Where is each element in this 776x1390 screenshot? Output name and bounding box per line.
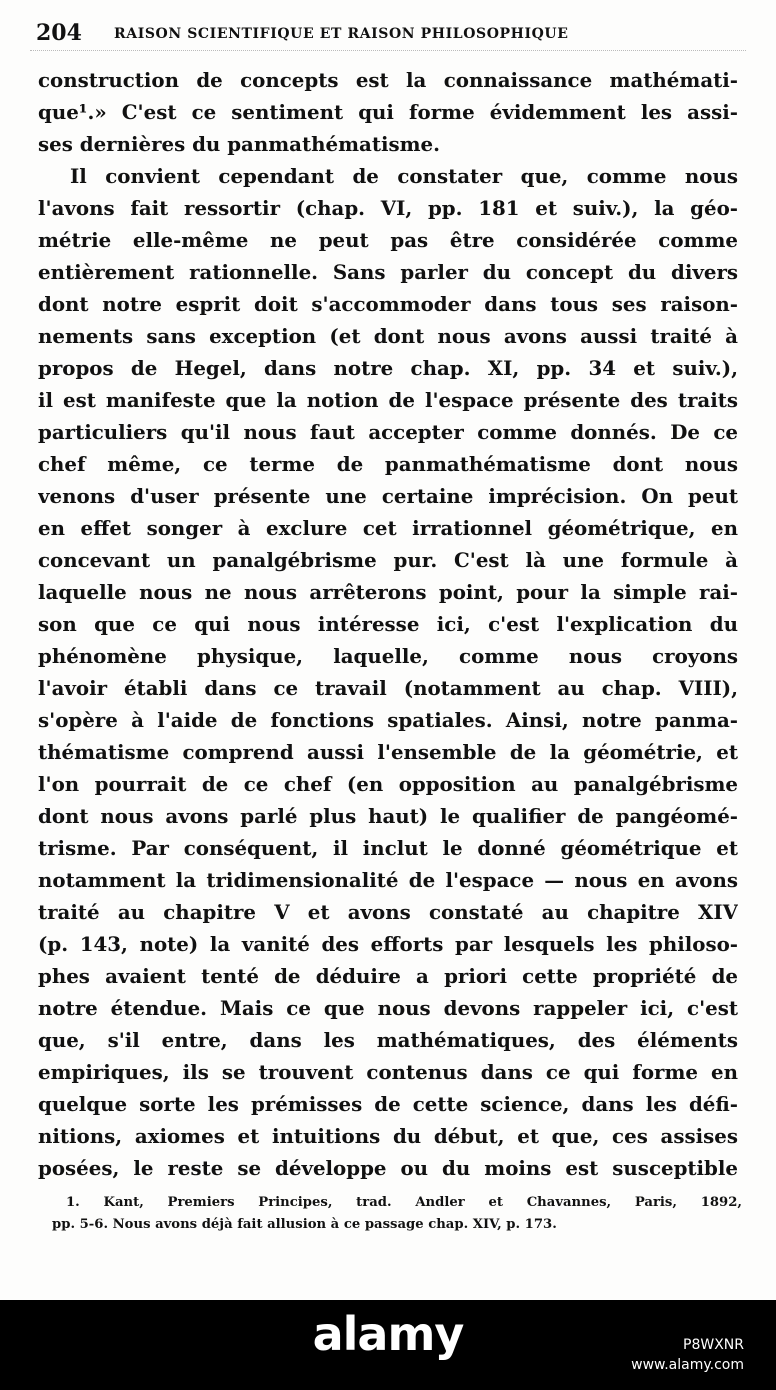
text-line: notre étendue. Mais ce que nous devons rappeler ici, c'est	[38, 996, 738, 1020]
text-line: phes avaient tenté de déduire a priori cette propriété de	[38, 964, 738, 988]
text-line: posées, le reste se développe ou du moins est susceptible	[38, 1156, 738, 1180]
text-line: laquelle nous ne nous arrêterons point, pour la simple rai-	[38, 580, 738, 604]
text-line: traité au chapitre V et avons constaté au chapitre XIV	[38, 900, 738, 924]
page-number: 204	[36, 20, 82, 46]
header-rule	[30, 50, 746, 51]
text-line: dont nous avons parlé plus haut) le qualifier de pangéomé-	[38, 804, 738, 828]
text-line: venons d'user présente une certaine imprécision. On peut	[38, 484, 738, 508]
text-line: particuliers qu'il nous faut accepter comme donnés. De ce	[38, 420, 738, 444]
text-line: il est manifeste que la notion de l'espace présente des traits	[38, 388, 738, 412]
text-line: quelque sorte les prémisses de cette science, dans les défi-	[38, 1092, 738, 1116]
footnotes	[52, 1192, 742, 1236]
text-line: ses dernières du panmathématisme.	[38, 132, 441, 156]
footnote-line: pp. 5-6. Nous avons déjà fait allusion à ce passage chap. XIV, p. 173.	[52, 1217, 557, 1232]
text-line: l'avoir établi dans ce travail (notamment au chap. VIII),	[38, 676, 738, 700]
text-line: empiriques, ils se trouvent contenus dans ce qui forme en	[38, 1060, 738, 1084]
text-line: métrie elle-même ne peut pas être considérée comme	[38, 228, 738, 252]
text-line: Il convient cependant de constater que, comme nous	[70, 164, 738, 188]
text-line: chef même, ce terme de panmathématisme dont nous	[38, 452, 738, 476]
text-line: que¹.» C'est ce sentiment qui forme évidemment les assi-	[38, 100, 738, 124]
text-line: dont notre esprit doit s'accommoder dans tous ses raison-	[38, 292, 738, 316]
text-line: construction de concepts est la connaissance mathémati-	[38, 68, 738, 92]
body-text	[38, 64, 738, 1184]
watermark-footer	[0, 1300, 776, 1390]
footer-url: www.alamy.com	[631, 1357, 744, 1373]
alamy-logo: alamy	[312, 1307, 464, 1361]
text-line: nitions, axiomes et intuitions du début, et que, ces assises	[38, 1124, 738, 1148]
text-line: trisme. Par conséquent, il inclut le donné géométrique et	[38, 836, 738, 860]
text-line: entièrement rationnelle. Sans parler du concept du divers	[38, 260, 738, 284]
text-line: concevant un panalgébrisme pur. C'est là une formule à	[38, 548, 738, 572]
image-id: P8WXNR	[683, 1337, 744, 1353]
text-line: nements sans exception (et dont nous avons aussi traité à	[38, 324, 738, 348]
footnote-line: 1. Kant, Premiers Principes, trad. Andler et Chavannes, Paris, 1892,	[66, 1195, 742, 1210]
text-line: propos de Hegel, dans notre chap. XI, pp. 34 et suiv.),	[38, 356, 738, 380]
text-line: notamment la tridimensionalité de l'espace — nous en avons	[38, 868, 738, 892]
text-line: l'on pourrait de ce chef (en opposition au panalgébrisme	[38, 772, 738, 796]
text-line: (p. 143, note) la vanité des efforts par lesquels les philoso-	[38, 932, 738, 956]
text-line: l'avons fait ressortir (chap. VI, pp. 181 et suiv.), la géo-	[38, 196, 738, 220]
running-title: RAISON SCIENTIFIQUE ET RAISON PHILOSOPHIQUE	[114, 26, 569, 42]
text-line: thématisme comprend aussi l'ensemble de la géométrie, et	[38, 740, 738, 764]
text-line: que, s'il entre, dans les mathématiques, des éléments	[38, 1028, 738, 1052]
text-line: phénomène physique, laquelle, comme nous croyons	[38, 644, 738, 668]
text-line: son que ce qui nous intéresse ici, c'est l'explication du	[38, 612, 738, 636]
text-line: en effet songer à exclure cet irrationnel géométrique, en	[38, 516, 738, 540]
text-line: s'opère à l'aide de fonctions spatiales. Ainsi, notre panma-	[38, 708, 738, 732]
running-head	[36, 18, 740, 48]
